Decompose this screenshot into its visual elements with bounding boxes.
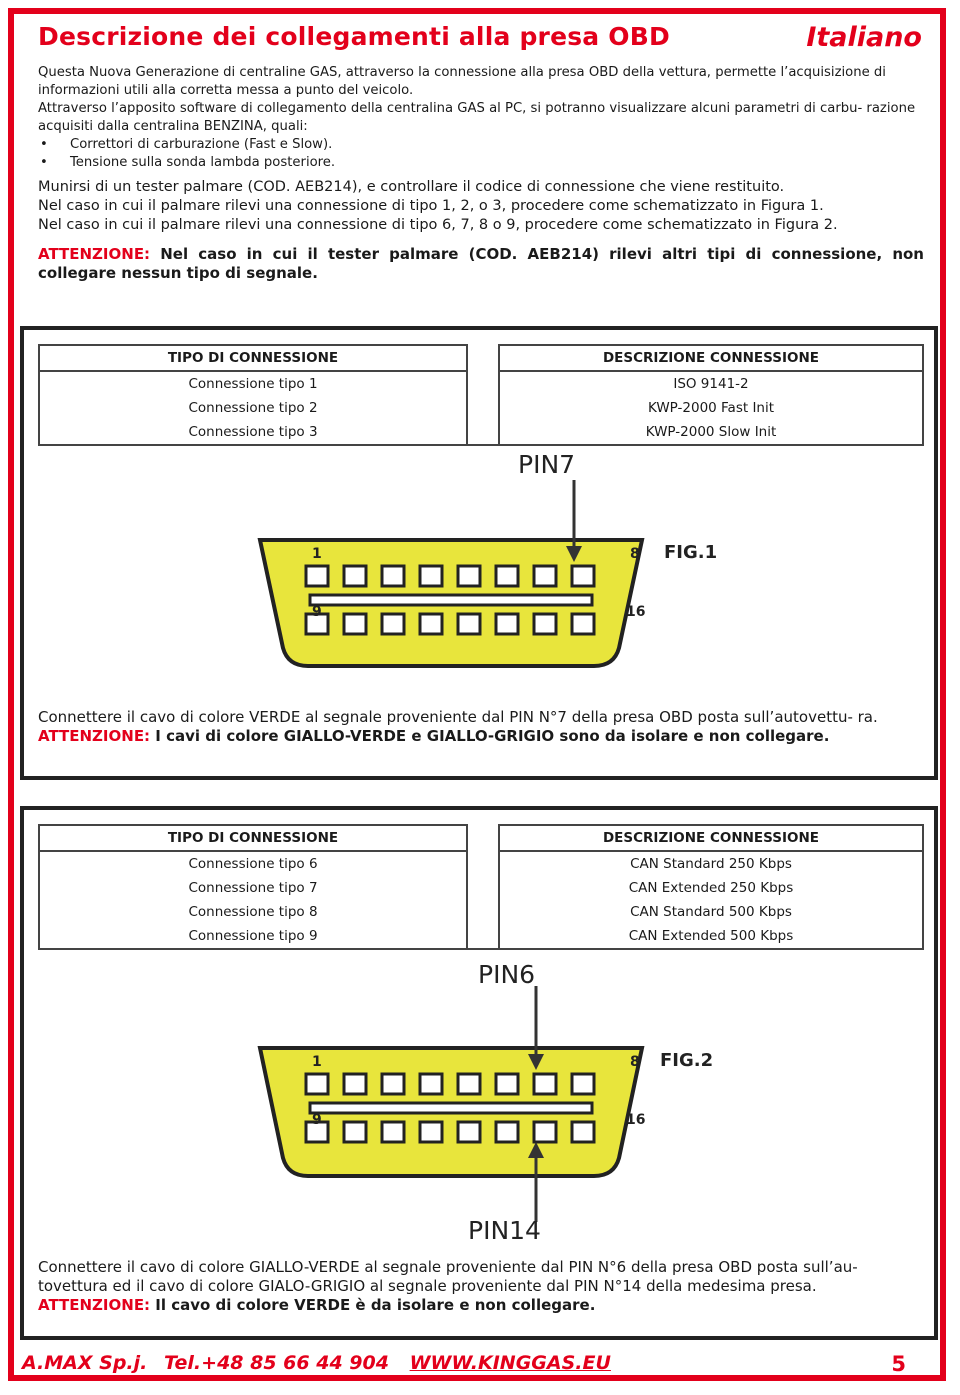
page-number: 5 bbox=[891, 1352, 906, 1376]
wiring-warning-2 bbox=[38, 1296, 918, 1315]
figure-1-panel bbox=[20, 326, 938, 780]
connection-table-1 bbox=[38, 344, 924, 446]
figure-1-label: FIG.1 bbox=[664, 542, 718, 563]
warning-text: Nel caso in cui il tester palmare (COD. AEB214) rilevi altri tipi di connessione, non collegare nessun tipo di segnale. bbox=[38, 245, 924, 282]
table-row bbox=[39, 876, 923, 900]
obd-connector-diagram-2 bbox=[254, 986, 654, 1226]
intro-section bbox=[38, 64, 924, 172]
wiring-instruction-2: Connettere il cavo di colore GIALLO-VERDE al segnale proveniente dal PIN N°6 della presa OBD posta sull’au- tovettura ed il cavo di colore GIALO-GRIGIO al segnale proveniente dal PIN N°14 della medesima presa. bbox=[38, 1258, 858, 1295]
figure-2-label: FIG.2 bbox=[660, 1050, 714, 1071]
table-header-row bbox=[39, 825, 923, 851]
pin6-label: PIN6 bbox=[478, 960, 536, 989]
table-row bbox=[39, 924, 923, 949]
cell-description: CAN Standard 250 Kbps bbox=[499, 851, 923, 876]
cell-description: ISO 9141-2 bbox=[499, 371, 923, 396]
pin-number-8: 8 bbox=[630, 546, 640, 562]
intro-paragraph-2: Attraverso l’apposito software di collegamento della centralina GAS al PC, si potranno visualizzare alcuni parametri di carbu- razione acquisiti dalla centralina BENZINA, quali: bbox=[38, 101, 916, 134]
general-warning bbox=[38, 245, 924, 283]
instructions-section bbox=[38, 178, 924, 283]
table-row bbox=[39, 900, 923, 924]
table-header-row bbox=[39, 345, 923, 371]
column-header-description: DESCRIZIONE CONNESSIONE bbox=[499, 825, 923, 851]
footer-contact bbox=[22, 1352, 611, 1374]
table-row bbox=[39, 851, 923, 876]
pin-number-1: 1 bbox=[312, 546, 322, 562]
bullet-item: • Correttori di carburazione (Fast e Slow). bbox=[38, 136, 924, 154]
cell-type: Connessione tipo 6 bbox=[39, 851, 467, 876]
pin-number-8: 8 bbox=[630, 1054, 640, 1070]
cell-description: CAN Standard 500 Kbps bbox=[499, 900, 923, 924]
pin7-label: PIN7 bbox=[518, 450, 576, 479]
table-row bbox=[39, 420, 923, 445]
warning-text: Il cavo di colore VERDE è da isolare e non collegare. bbox=[155, 1296, 596, 1314]
column-header-description: DESCRIZIONE CONNESSIONE bbox=[499, 345, 923, 371]
warning-label: ATTENZIONE: bbox=[38, 245, 151, 263]
column-header-type: TIPO DI CONNESSIONE bbox=[39, 825, 467, 851]
warning-label: ATTENZIONE: bbox=[38, 1296, 151, 1314]
instruction-line-1: Munirsi di un tester palmare (COD. AEB214), e controllare il codice di connessione che viene restituito. bbox=[38, 179, 785, 195]
cell-description: KWP-2000 Fast Init bbox=[499, 396, 923, 420]
warning-text: I cavi di colore GIALLO-VERDE e GIALLO-GRIGIO sono da isolare e non collegare. bbox=[155, 727, 830, 745]
language-label: Italiano bbox=[806, 22, 922, 53]
divider-bar bbox=[310, 1103, 592, 1113]
warning-label: ATTENZIONE: bbox=[38, 727, 151, 745]
divider-bar bbox=[310, 595, 592, 605]
cell-description: CAN Extended 250 Kbps bbox=[499, 876, 923, 900]
cell-description: CAN Extended 500 Kbps bbox=[499, 924, 923, 949]
wiring-instruction-1: Connettere il cavo di colore VERDE al segnale proveniente dal PIN N°7 della presa OBD posta sull’autovettu- ra. bbox=[38, 708, 878, 726]
obd-connector-diagram-1 bbox=[254, 480, 654, 680]
table-row bbox=[39, 396, 923, 420]
cell-type: Connessione tipo 8 bbox=[39, 900, 467, 924]
intro-bullet-list bbox=[38, 136, 924, 172]
bullet-item: • Tensione sulla sonda lambda posteriore. bbox=[38, 154, 924, 172]
instruction-line-3: Nel caso in cui il palmare rilevi una connessione di tipo 6, 7, 8 o 9, procedere come schematizzato in Figura 2. bbox=[38, 217, 838, 233]
connection-table-2 bbox=[38, 824, 924, 950]
pin-number-9: 9 bbox=[312, 604, 322, 620]
website-link[interactable]: WWW.KINGGAS.EU bbox=[409, 1352, 611, 1374]
instruction-line-2: Nel caso in cui il palmare rilevi una connessione di tipo 1, 2, o 3, procedere come schematizzato in Figura 1. bbox=[38, 198, 824, 214]
company-name: A.MAX Sp.j. bbox=[22, 1352, 148, 1374]
pin-number-9: 9 bbox=[312, 1112, 322, 1128]
pin-number-1: 1 bbox=[312, 1054, 322, 1070]
wiring-warning-1 bbox=[38, 727, 918, 746]
page-title: Descrizione dei collegamenti alla presa OBD bbox=[38, 22, 670, 51]
pin14-label: PIN14 bbox=[468, 1216, 541, 1245]
cell-type: Connessione tipo 1 bbox=[39, 371, 467, 396]
cell-type: Connessione tipo 7 bbox=[39, 876, 467, 900]
cell-type: Connessione tipo 2 bbox=[39, 396, 467, 420]
figure-2-notes bbox=[38, 1258, 918, 1315]
cell-description: KWP-2000 Slow Init bbox=[499, 420, 923, 445]
cell-type: Connessione tipo 9 bbox=[39, 924, 467, 949]
pin-number-16: 16 bbox=[626, 1112, 646, 1128]
table-row bbox=[39, 371, 923, 396]
figure-1-notes bbox=[38, 708, 918, 746]
cell-type: Connessione tipo 3 bbox=[39, 420, 467, 445]
figure-2-panel bbox=[20, 806, 938, 1340]
phone-number: Tel.+48 85 66 44 904 bbox=[164, 1352, 389, 1374]
column-header-type: TIPO DI CONNESSIONE bbox=[39, 345, 467, 371]
pin-number-16: 16 bbox=[626, 604, 646, 620]
intro-paragraph-1: Questa Nuova Generazione di centraline GAS, attraverso la connessione alla presa OBD della vettura, permette l’acquisizione di informazioni utili alla corretta messa a punto del veicolo. bbox=[38, 65, 886, 98]
